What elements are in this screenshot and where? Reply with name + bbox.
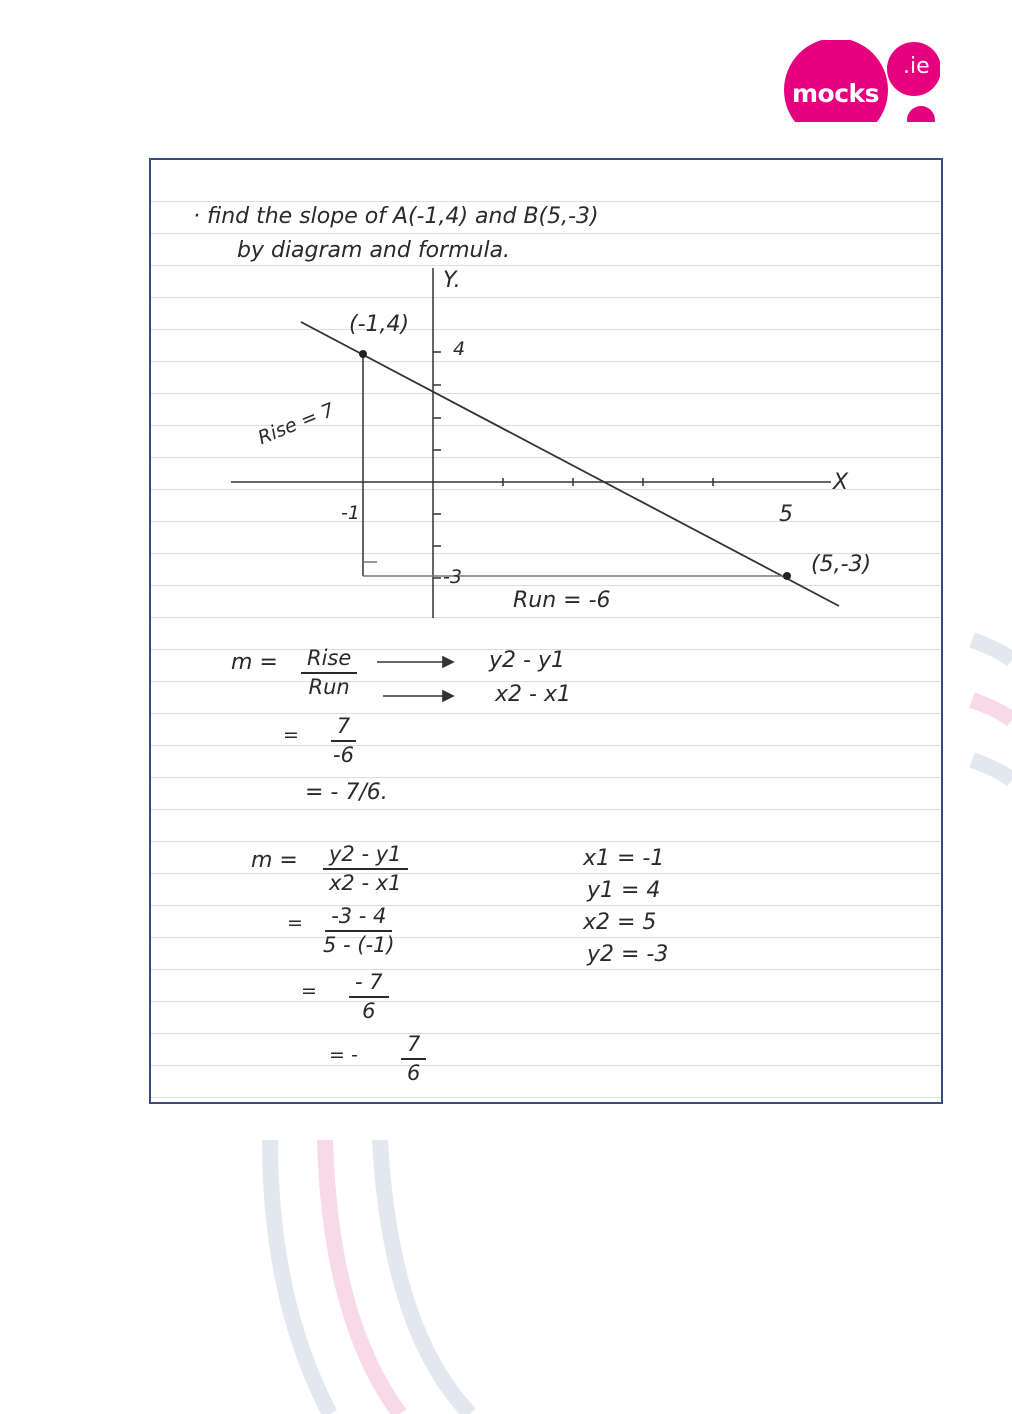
m2-res-num: - 7: [349, 970, 389, 998]
m2-value-y1: y1 = 4: [587, 878, 661, 903]
m1-rise-formula: y2 - y1: [489, 648, 565, 673]
m2-sub-fraction: [317, 904, 401, 958]
point-a-label: (-1,4): [349, 312, 410, 337]
m2-value-y2: y2 = -3: [587, 942, 669, 967]
m2-sub-den: 5 - (-1): [323, 933, 395, 958]
m2-value-x2: x2 = 5: [583, 910, 657, 935]
mocks-logo: [780, 40, 940, 126]
m2-res-den: 6: [362, 999, 376, 1024]
slope-diagram: [151, 160, 941, 1102]
m2-equals-3: = -: [329, 1044, 358, 1066]
m2-equals-2: =: [301, 980, 317, 1002]
m2-m-label: m =: [251, 848, 298, 873]
m1-result: = - 7/6.: [305, 780, 388, 805]
y-axis-label: Y.: [443, 268, 461, 293]
run-label: Run = -6: [513, 588, 611, 613]
question-line-1: · find the slope of A(-1,4) and B(5,-3): [193, 204, 599, 229]
logo-word: mocks: [792, 79, 880, 108]
m2-value-x1: x1 = -1: [583, 846, 665, 871]
m2-equals-1: =: [287, 912, 303, 934]
m2-sub-num: -3 - 4: [325, 904, 392, 932]
tick-label-y-4: 4: [453, 338, 466, 360]
x-axis-label: X: [833, 470, 849, 495]
m1-den: -6: [333, 743, 354, 768]
m2-res-fraction: [349, 970, 389, 1024]
question-line-2: by diagram and formula.: [237, 238, 511, 263]
slope-line: [301, 322, 839, 606]
m2-final-den: 6: [407, 1061, 421, 1086]
tick-label-y-neg3: -3: [443, 566, 462, 588]
point-b: [783, 572, 791, 580]
m1-num: 7: [331, 714, 356, 742]
m1-m-label: m =: [231, 650, 278, 675]
m1-value-fraction: [327, 714, 360, 768]
m2-formula-den: x2 - x1: [329, 871, 402, 896]
point-b-label: (5,-3): [811, 552, 872, 577]
tick-label-x-neg1: -1: [341, 502, 360, 524]
m2-final-num: 7: [401, 1032, 426, 1060]
m2-formula-num: y2 - y1: [323, 842, 408, 870]
m2-formula-fraction: [323, 842, 408, 896]
handwritten-sheet: [149, 158, 943, 1104]
m1-run-word: Run: [308, 675, 350, 700]
tick-label-x-5: 5: [779, 502, 793, 527]
rise-label: Rise = 7: [254, 398, 338, 450]
point-a: [359, 350, 367, 358]
m2-final-fraction: [401, 1032, 426, 1086]
m1-rise-run-fraction: [301, 646, 357, 700]
logo-domain: .ie: [903, 54, 930, 79]
m1-run-formula: x2 - x1: [495, 682, 571, 707]
m1-equals-1: =: [283, 724, 299, 746]
m1-rise-word: Rise: [301, 646, 357, 674]
